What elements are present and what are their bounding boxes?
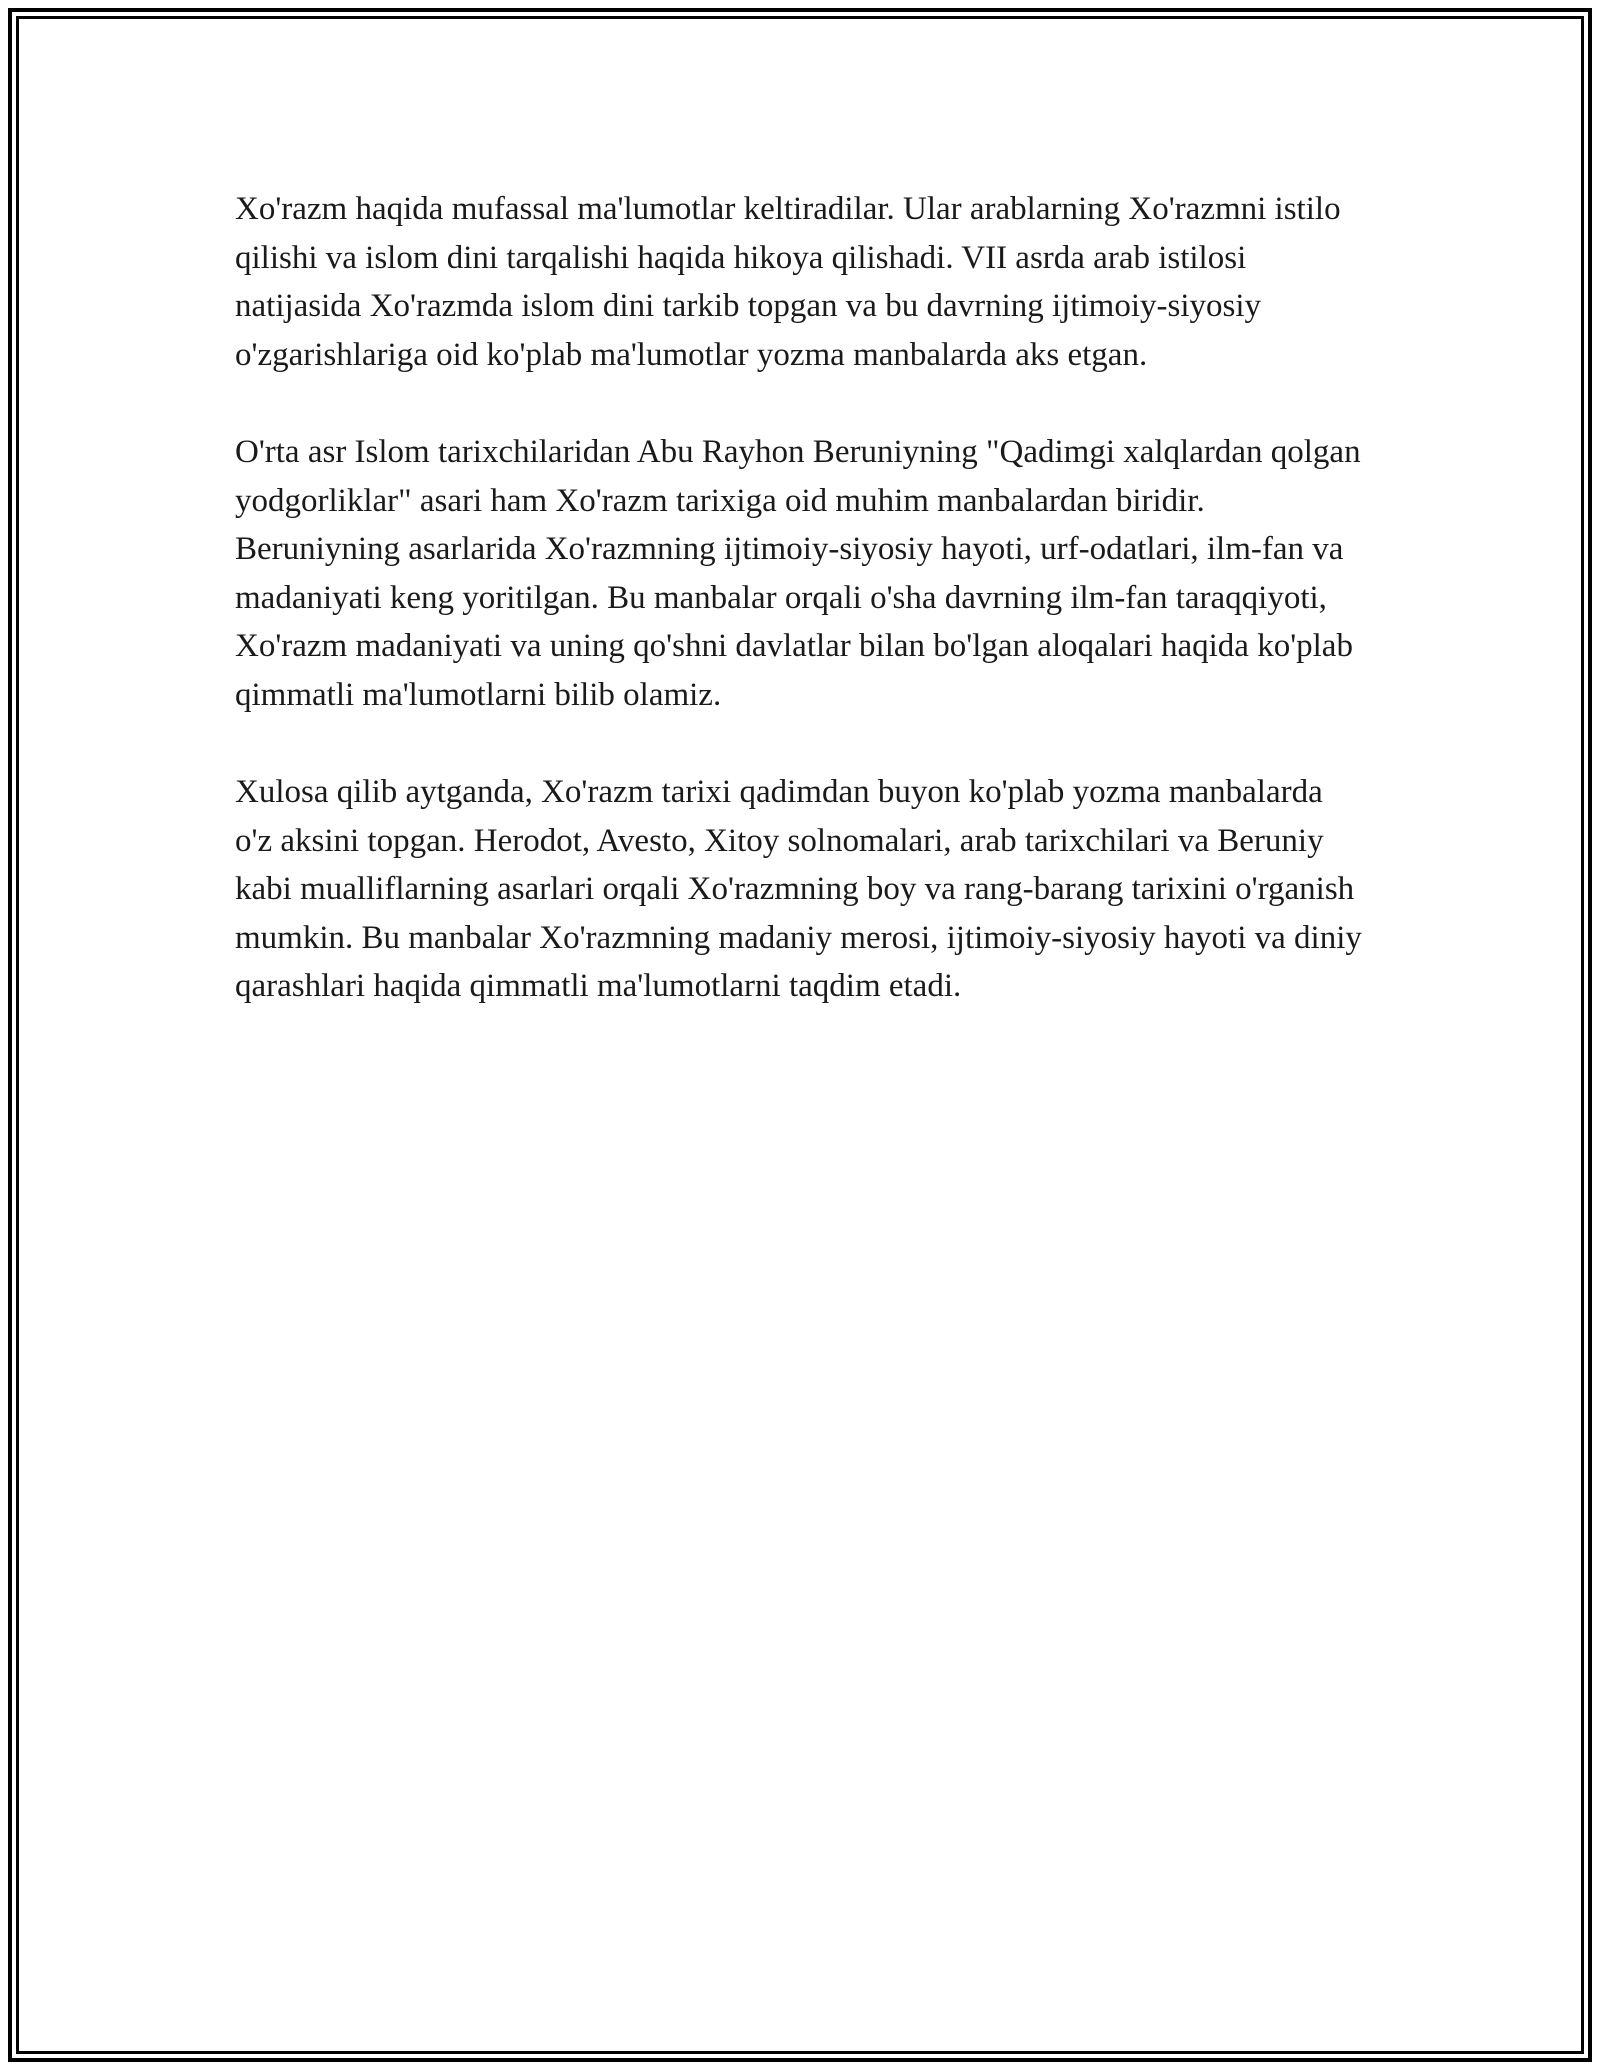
paragraph-2: O'rta asr Islom tarixchilaridan Abu Rayhon Beruniyning "Qadimgi xalqlardan qolgan yodgorliklar" asari ham Xo'razm tarixiga oid muhim manbalardan biridir. Beruniyning asarlarida Xo'razmning ijtimoiy-siyosiy hayoti, urf-odatlari, ilm-fan va madaniyati keng yoritilgan. Bu manbalar orqali o'sha davrning ilm-fan taraqqiyoti, Xo'razm madaniyati va uning qo'shni davlatlar bilan bo'lgan aloqalari haqida ko'plab qimmatli ma'lumotlarni bilib olamiz. — [235, 434, 1361, 713]
document-body — [235, 185, 1365, 1060]
paragraph-3: Xulosa qilib aytganda, Xo'razm tarixi qadimdan buyon ko'plab yozma manbalarda o'z aksini topgan. Herodot, Avesto, Xitoy solnomalari, arab tarixchilari va Beruniy kabi mualliflarning asarlari orqali Xo'razmning boy va rang-barang tarixini o'rganish mumkin. Bu manbalar Xo'razmning madaniy merosi, ijtimoiy-siyosiy hayoti va diniy qarashlari haqida qimmatli ma'lumotlarni taqdim etadi. — [235, 774, 1362, 1004]
paragraph-1: Xo'razm haqida mufassal ma'lumotlar keltiradilar. Ular arablarning Xo'razmni istilo qilishi va islom dini tarqalishi haqida hikoya qilishadi. VII asrda arab istilosi natijasida Xo'razmda islom dini tarkib topgan va bu davrning ijtimoiy-siyosiy o'zgarishlariga oid ko'plab ma'lumotlar yozma manbalarda aks etgan. — [235, 191, 1341, 373]
